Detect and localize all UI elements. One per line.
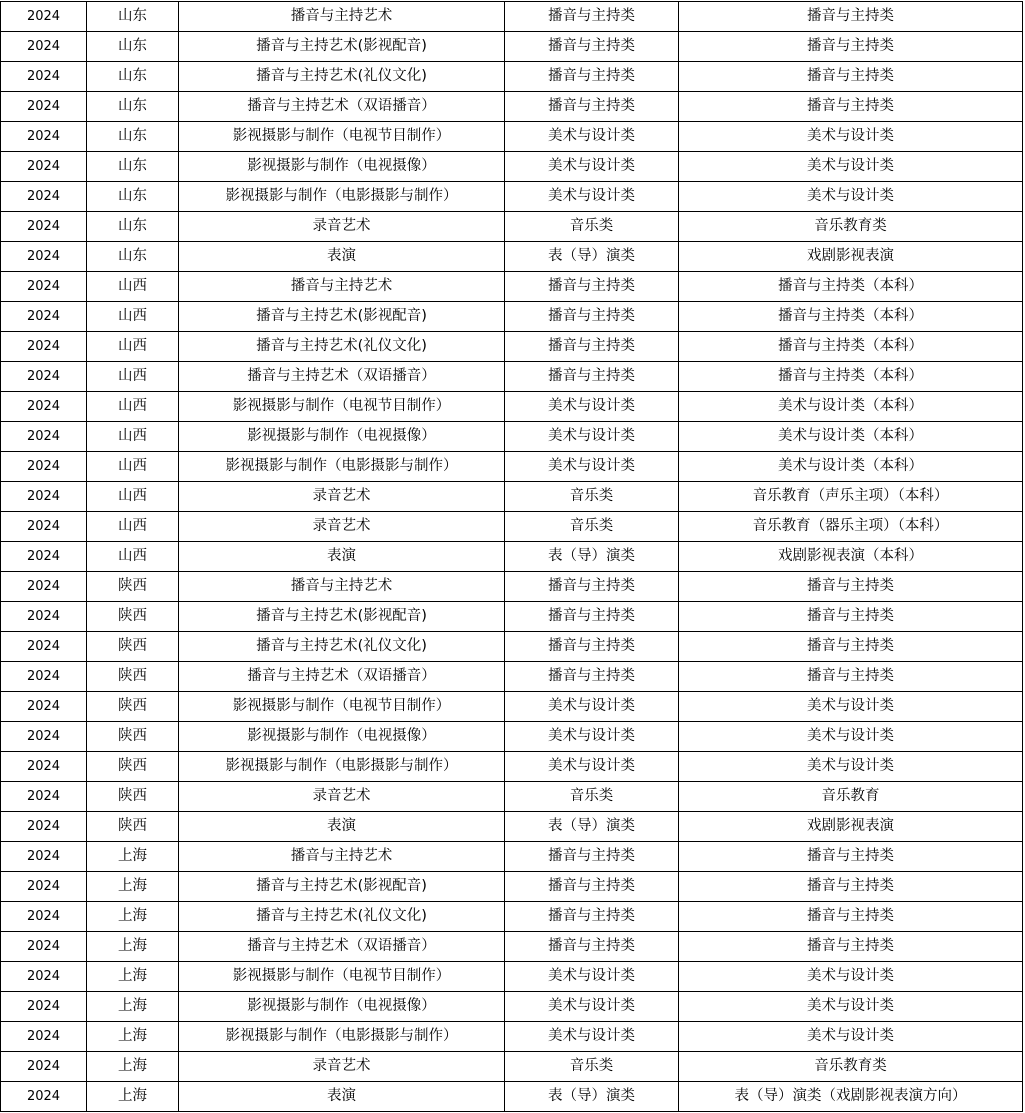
exam-category-cell: 播音与主持类	[505, 32, 679, 62]
major-cell: 播音与主持艺术	[179, 842, 505, 872]
exam-category-cell: 美术与设计类	[505, 752, 679, 782]
year-cell: 2024	[1, 62, 87, 92]
major-cell: 播音与主持艺术	[179, 572, 505, 602]
admission-category-cell: 美术与设计类	[679, 992, 1023, 1022]
admission-category-cell: 播音与主持类	[679, 842, 1023, 872]
exam-category-cell: 播音与主持类	[505, 632, 679, 662]
year-cell: 2024	[1, 1022, 87, 1052]
table-row	[1, 932, 1023, 962]
province-cell: 陕西	[87, 662, 179, 692]
exam-category-cell: 播音与主持类	[505, 872, 679, 902]
exam-category-cell: 美术与设计类	[505, 992, 679, 1022]
major-cell: 录音艺术	[179, 782, 505, 812]
admission-category-cell: 美术与设计类	[679, 692, 1023, 722]
year-cell: 2024	[1, 962, 87, 992]
province-cell: 上海	[87, 1052, 179, 1082]
year-cell: 2024	[1, 812, 87, 842]
exam-category-cell: 播音与主持类	[505, 2, 679, 32]
exam-category-cell: 播音与主持类	[505, 362, 679, 392]
province-cell: 上海	[87, 1082, 179, 1112]
province-cell: 山西	[87, 272, 179, 302]
exam-category-cell: 播音与主持类	[505, 902, 679, 932]
exam-category-cell: 美术与设计类	[505, 452, 679, 482]
year-cell: 2024	[1, 782, 87, 812]
major-cell: 播音与主持艺术(影视配音)	[179, 602, 505, 632]
exam-category-cell: 播音与主持类	[505, 332, 679, 362]
year-cell: 2024	[1, 752, 87, 782]
major-cell: 播音与主持艺术（双语播音）	[179, 932, 505, 962]
admission-category-cell: 播音与主持类	[679, 92, 1023, 122]
province-cell: 上海	[87, 932, 179, 962]
major-cell: 影视摄影与制作（电视节目制作）	[179, 692, 505, 722]
province-cell: 山东	[87, 242, 179, 272]
year-cell: 2024	[1, 872, 87, 902]
table-row	[1, 542, 1023, 572]
exam-category-cell: 表（导）演类	[505, 812, 679, 842]
exam-category-cell: 美术与设计类	[505, 182, 679, 212]
province-cell: 上海	[87, 872, 179, 902]
table-row	[1, 152, 1023, 182]
year-cell: 2024	[1, 272, 87, 302]
table-row	[1, 662, 1023, 692]
admission-category-cell: 播音与主持类	[679, 932, 1023, 962]
province-cell: 上海	[87, 1022, 179, 1052]
major-cell: 影视摄影与制作（电视摄像）	[179, 152, 505, 182]
table-row	[1, 992, 1023, 1022]
year-cell: 2024	[1, 392, 87, 422]
admission-category-cell: 表（导）演类（戏剧影视表演方向）	[679, 1082, 1023, 1112]
exam-category-cell: 播音与主持类	[505, 662, 679, 692]
major-cell: 影视摄影与制作（电影摄影与制作）	[179, 1022, 505, 1052]
year-cell: 2024	[1, 332, 87, 362]
major-cell: 影视摄影与制作（电影摄影与制作）	[179, 452, 505, 482]
admission-category-cell: 美术与设计类（本科）	[679, 452, 1023, 482]
table-row	[1, 632, 1023, 662]
exam-category-cell: 表（导）演类	[505, 242, 679, 272]
admission-category-cell: 美术与设计类	[679, 962, 1023, 992]
admission-category-cell: 美术与设计类	[679, 1022, 1023, 1052]
province-cell: 山西	[87, 452, 179, 482]
year-cell: 2024	[1, 212, 87, 242]
province-cell: 山西	[87, 482, 179, 512]
major-cell: 录音艺术	[179, 512, 505, 542]
table-row	[1, 872, 1023, 902]
admission-category-cell: 播音与主持类（本科）	[679, 272, 1023, 302]
major-cell: 播音与主持艺术(礼仪文化)	[179, 332, 505, 362]
province-cell: 陕西	[87, 722, 179, 752]
year-cell: 2024	[1, 92, 87, 122]
table-row	[1, 962, 1023, 992]
admission-category-cell: 播音与主持类	[679, 602, 1023, 632]
admission-category-cell: 美术与设计类	[679, 122, 1023, 152]
exam-category-cell: 美术与设计类	[505, 422, 679, 452]
major-cell: 播音与主持艺术(礼仪文化)	[179, 632, 505, 662]
exam-category-cell: 播音与主持类	[505, 602, 679, 632]
province-cell: 山西	[87, 512, 179, 542]
province-cell: 上海	[87, 992, 179, 1022]
major-cell: 播音与主持艺术	[179, 2, 505, 32]
exam-category-cell: 美术与设计类	[505, 692, 679, 722]
table-row	[1, 1052, 1023, 1082]
year-cell: 2024	[1, 302, 87, 332]
exam-category-cell: 美术与设计类	[505, 722, 679, 752]
province-cell: 陕西	[87, 812, 179, 842]
exam-category-cell: 美术与设计类	[505, 122, 679, 152]
table-row	[1, 812, 1023, 842]
admission-category-cell: 戏剧影视表演（本科）	[679, 542, 1023, 572]
table-row	[1, 452, 1023, 482]
year-cell: 2024	[1, 602, 87, 632]
admission-category-cell: 音乐教育（声乐主项）（本科）	[679, 482, 1023, 512]
admission-category-cell: 美术与设计类	[679, 182, 1023, 212]
table-row	[1, 392, 1023, 422]
table-row	[1, 32, 1023, 62]
admission-category-cell: 美术与设计类	[679, 722, 1023, 752]
exam-category-cell: 美术与设计类	[505, 1022, 679, 1052]
province-cell: 山东	[87, 2, 179, 32]
table-row	[1, 782, 1023, 812]
major-cell: 影视摄影与制作（电视节目制作）	[179, 122, 505, 152]
major-cell: 播音与主持艺术（双语播音）	[179, 362, 505, 392]
year-cell: 2024	[1, 182, 87, 212]
province-cell: 陕西	[87, 752, 179, 782]
year-cell: 2024	[1, 362, 87, 392]
exam-category-cell: 播音与主持类	[505, 272, 679, 302]
major-cell: 播音与主持艺术	[179, 272, 505, 302]
table-row	[1, 752, 1023, 782]
major-cell: 影视摄影与制作（电视节目制作）	[179, 392, 505, 422]
exam-category-cell: 音乐类	[505, 212, 679, 242]
table-row	[1, 332, 1023, 362]
province-cell: 陕西	[87, 572, 179, 602]
major-cell: 表演	[179, 1082, 505, 1112]
exam-category-cell: 播音与主持类	[505, 932, 679, 962]
exam-category-cell: 美术与设计类	[505, 962, 679, 992]
table-row	[1, 842, 1023, 872]
admission-category-cell: 播音与主持类（本科）	[679, 362, 1023, 392]
table-row	[1, 512, 1023, 542]
province-cell: 山东	[87, 32, 179, 62]
table-row	[1, 902, 1023, 932]
major-cell: 录音艺术	[179, 212, 505, 242]
major-cell: 播音与主持艺术(礼仪文化)	[179, 902, 505, 932]
table-row	[1, 362, 1023, 392]
admissions-table	[0, 1, 1023, 1112]
province-cell: 山东	[87, 152, 179, 182]
year-cell: 2024	[1, 152, 87, 182]
year-cell: 2024	[1, 242, 87, 272]
exam-category-cell: 播音与主持类	[505, 62, 679, 92]
admission-category-cell: 播音与主持类	[679, 632, 1023, 662]
admission-category-cell: 音乐教育（器乐主项）（本科）	[679, 512, 1023, 542]
year-cell: 2024	[1, 692, 87, 722]
year-cell: 2024	[1, 452, 87, 482]
table-row	[1, 722, 1023, 752]
year-cell: 2024	[1, 122, 87, 152]
province-cell: 山东	[87, 62, 179, 92]
table-row	[1, 1082, 1023, 1112]
year-cell: 2024	[1, 842, 87, 872]
admission-category-cell: 播音与主持类（本科）	[679, 302, 1023, 332]
exam-category-cell: 音乐类	[505, 482, 679, 512]
major-cell: 录音艺术	[179, 482, 505, 512]
admission-category-cell: 美术与设计类（本科）	[679, 422, 1023, 452]
admission-category-cell: 播音与主持类	[679, 662, 1023, 692]
year-cell: 2024	[1, 722, 87, 752]
admission-category-cell: 播音与主持类（本科）	[679, 332, 1023, 362]
province-cell: 上海	[87, 962, 179, 992]
province-cell: 山西	[87, 302, 179, 332]
province-cell: 陕西	[87, 692, 179, 722]
province-cell: 上海	[87, 902, 179, 932]
admission-category-cell: 音乐教育类	[679, 1052, 1023, 1082]
major-cell: 播音与主持艺术(礼仪文化)	[179, 62, 505, 92]
province-cell: 山东	[87, 122, 179, 152]
province-cell: 山东	[87, 92, 179, 122]
admission-category-cell: 播音与主持类	[679, 902, 1023, 932]
province-cell: 山西	[87, 422, 179, 452]
table-row	[1, 122, 1023, 152]
table-body	[1, 2, 1023, 1112]
year-cell: 2024	[1, 32, 87, 62]
major-cell: 播音与主持艺术（双语播音）	[179, 662, 505, 692]
table-row	[1, 92, 1023, 122]
admission-category-cell: 播音与主持类	[679, 572, 1023, 602]
table-row	[1, 62, 1023, 92]
table-row	[1, 602, 1023, 632]
table-row	[1, 182, 1023, 212]
major-cell: 影视摄影与制作（电影摄影与制作）	[179, 752, 505, 782]
year-cell: 2024	[1, 2, 87, 32]
year-cell: 2024	[1, 1052, 87, 1082]
province-cell: 山东	[87, 212, 179, 242]
admission-category-cell: 音乐教育类	[679, 212, 1023, 242]
major-cell: 影视摄影与制作（电视摄像）	[179, 422, 505, 452]
admission-category-cell: 播音与主持类	[679, 62, 1023, 92]
table-row	[1, 422, 1023, 452]
major-cell: 播音与主持艺术(影视配音)	[179, 32, 505, 62]
exam-category-cell: 美术与设计类	[505, 152, 679, 182]
table-row	[1, 2, 1023, 32]
year-cell: 2024	[1, 422, 87, 452]
province-cell: 陕西	[87, 602, 179, 632]
major-cell: 影视摄影与制作（电影摄影与制作）	[179, 182, 505, 212]
exam-category-cell: 播音与主持类	[505, 92, 679, 122]
province-cell: 上海	[87, 842, 179, 872]
admission-category-cell: 音乐教育	[679, 782, 1023, 812]
year-cell: 2024	[1, 662, 87, 692]
year-cell: 2024	[1, 1082, 87, 1112]
province-cell: 陕西	[87, 632, 179, 662]
major-cell: 播音与主持艺术（双语播音）	[179, 92, 505, 122]
major-cell: 播音与主持艺术(影视配音)	[179, 872, 505, 902]
exam-category-cell: 播音与主持类	[505, 302, 679, 332]
major-cell: 影视摄影与制作（电视节目制作）	[179, 962, 505, 992]
admission-category-cell: 美术与设计类	[679, 152, 1023, 182]
major-cell: 录音艺术	[179, 1052, 505, 1082]
province-cell: 山西	[87, 362, 179, 392]
year-cell: 2024	[1, 932, 87, 962]
province-cell: 山西	[87, 542, 179, 572]
table-row	[1, 482, 1023, 512]
year-cell: 2024	[1, 572, 87, 602]
table-row	[1, 272, 1023, 302]
exam-category-cell: 音乐类	[505, 1052, 679, 1082]
year-cell: 2024	[1, 992, 87, 1022]
exam-category-cell: 表（导）演类	[505, 542, 679, 572]
year-cell: 2024	[1, 512, 87, 542]
exam-category-cell: 音乐类	[505, 782, 679, 812]
province-cell: 山西	[87, 392, 179, 422]
exam-category-cell: 表（导）演类	[505, 1082, 679, 1112]
year-cell: 2024	[1, 902, 87, 932]
exam-category-cell: 美术与设计类	[505, 392, 679, 422]
major-cell: 影视摄影与制作（电视摄像）	[179, 722, 505, 752]
major-cell: 播音与主持艺术(影视配音)	[179, 302, 505, 332]
admission-category-cell: 播音与主持类	[679, 872, 1023, 902]
table-row	[1, 1022, 1023, 1052]
exam-category-cell: 播音与主持类	[505, 572, 679, 602]
year-cell: 2024	[1, 542, 87, 572]
year-cell: 2024	[1, 482, 87, 512]
major-cell: 表演	[179, 542, 505, 572]
admission-category-cell: 播音与主持类	[679, 32, 1023, 62]
admission-category-cell: 戏剧影视表演	[679, 812, 1023, 842]
major-cell: 表演	[179, 242, 505, 272]
major-cell: 表演	[179, 812, 505, 842]
admission-category-cell: 戏剧影视表演	[679, 242, 1023, 272]
admission-category-cell: 美术与设计类（本科）	[679, 392, 1023, 422]
table-row	[1, 692, 1023, 722]
province-cell: 陕西	[87, 782, 179, 812]
table-row	[1, 572, 1023, 602]
year-cell: 2024	[1, 632, 87, 662]
admission-category-cell: 播音与主持类	[679, 2, 1023, 32]
exam-category-cell: 播音与主持类	[505, 842, 679, 872]
table-row	[1, 212, 1023, 242]
admission-category-cell: 美术与设计类	[679, 752, 1023, 782]
province-cell: 山东	[87, 182, 179, 212]
exam-category-cell: 音乐类	[505, 512, 679, 542]
table-row	[1, 242, 1023, 272]
province-cell: 山西	[87, 332, 179, 362]
major-cell: 影视摄影与制作（电视摄像）	[179, 992, 505, 1022]
table-row	[1, 302, 1023, 332]
